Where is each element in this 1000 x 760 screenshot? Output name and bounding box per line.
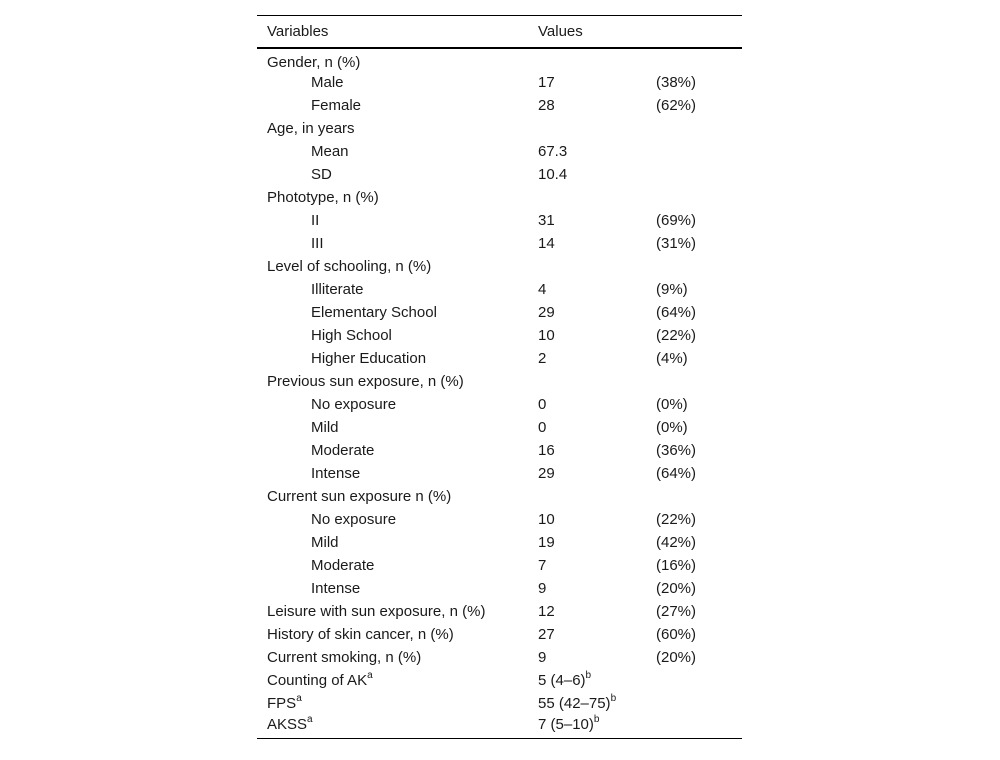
variable-label: Mean [311,143,349,160]
value-cell [528,715,656,738]
percent-cell: (0%) [656,396,688,413]
value-text: 28 [538,97,555,114]
value-cell [528,186,656,209]
table-row [257,485,742,508]
value-text: 67.3 [538,143,568,160]
value-text: 7 (5–10) [538,715,594,733]
value-text: 7 [538,557,547,574]
value-text: 29 [538,465,555,482]
variable-cell [257,209,528,232]
variable-cell [257,117,528,140]
value-text: 4 [538,281,547,298]
variable-cell [257,715,528,738]
variable-label: Illiterate [311,281,364,298]
value-cell [528,669,656,692]
table-row [257,370,742,393]
value-cell [528,324,656,347]
variable-label: Current smoking, n (%) [267,649,422,666]
variable-cell [257,301,528,324]
value-cell [528,646,656,669]
percent-cell: (60%) [656,626,697,643]
value-cell [528,508,656,531]
percent-cell [656,117,742,140]
value-text: 9 [538,649,547,666]
table-row [257,232,742,255]
variable-label: Elementary School [311,304,437,321]
variable-label: Mild [311,534,339,551]
variable-cell [257,554,528,577]
variable-label: Current sun exposure n (%) [267,488,452,505]
value-cell [528,209,656,232]
value-cell [528,692,656,715]
variable-label: Male [311,74,344,91]
variable-label: SD [311,166,332,183]
value-cell [528,163,656,186]
variable-cell [257,485,528,508]
value-cell [528,370,656,393]
percent-cell: (22%) [656,511,697,528]
table-body [257,48,742,738]
variable-cell [257,623,528,646]
table-row [257,278,742,301]
percent-cell [656,485,742,508]
table-row [257,163,742,186]
value-text: 5 (4–6) [538,672,586,689]
variable-label: III [311,235,324,252]
variable-cell [257,370,528,393]
table-row [257,94,742,117]
value-cell [528,278,656,301]
variable-label: FPS [267,695,297,712]
percent-cell: (31%) [656,235,697,252]
variable-cell [257,347,528,370]
footnote-marker: a [367,670,373,681]
variable-label: History of skin cancer, n (%) [267,626,454,643]
percent-cell: (27%) [656,603,697,620]
variable-cell [257,278,528,301]
variable-label: Leisure with sun exposure, n (%) [267,603,486,620]
variable-label: Level of schooling, n (%) [267,258,432,275]
footnote-marker: b [585,670,592,681]
variable-cell [257,692,528,715]
table-row [257,117,742,140]
value-cell [528,301,656,324]
variable-label: Moderate [311,442,375,459]
percent-cell: (22%) [656,327,697,344]
variable-cell [257,531,528,554]
table-row [257,531,742,554]
footnote-marker: a [296,693,302,704]
value-text: 10 [538,511,555,528]
value-cell [528,623,656,646]
variable-label: Counting of AK [267,672,368,689]
percent-cell [656,186,742,209]
variable-cell [257,48,528,71]
table-row [257,508,742,531]
value-cell [528,416,656,439]
value-cell [528,485,656,508]
value-text: 55 (42–75) [538,695,611,712]
table-row [257,600,742,623]
percent-cell [656,140,742,163]
value-text: 29 [538,304,555,321]
value-text: 16 [538,442,555,459]
variable-cell [257,71,528,94]
variable-label: Mild [311,419,339,436]
variable-cell [257,255,528,278]
table-row [257,646,742,669]
percent-cell: (20%) [656,649,697,666]
table-row [257,186,742,209]
value-cell [528,232,656,255]
value-cell [528,117,656,140]
variable-label: Age, in years [267,120,355,137]
variable-label: High School [311,327,392,344]
value-cell [528,531,656,554]
table-row [257,577,742,600]
percent-cell: (62%) [656,97,697,114]
percent-cell [656,370,742,393]
table-header-row [257,16,742,49]
variable-label: No exposure [311,396,397,413]
variable-cell [257,186,528,209]
value-text: 17 [538,74,555,91]
variable-label: Higher Education [311,350,427,367]
value-text: 2 [538,350,547,367]
footnote-marker: b [593,713,600,725]
variable-cell [257,646,528,669]
variable-cell [257,600,528,623]
value-cell [528,393,656,416]
table-row [257,71,742,94]
variable-cell [257,416,528,439]
value-cell [528,554,656,577]
variable-label: Female [311,97,362,114]
value-text: 9 [538,580,547,597]
percent-cell: (64%) [656,465,697,482]
variable-label: No exposure [311,511,397,528]
variable-cell [257,163,528,186]
table-row [257,347,742,370]
percent-cell [656,692,742,715]
percent-cell: (20%) [656,580,697,597]
value-cell [528,71,656,94]
table-row [257,554,742,577]
variable-label: Intense [311,580,361,597]
variable-cell [257,324,528,347]
variable-label: AKSS [267,715,308,733]
variable-cell [257,393,528,416]
value-cell [528,462,656,485]
table-row [257,140,742,163]
percent-cell [656,715,742,738]
value-cell [528,255,656,278]
value-cell [528,577,656,600]
value-text: 10 [538,327,555,344]
table-row [257,209,742,232]
variable-label: Intense [311,465,361,482]
percent-cell: (38%) [656,74,697,91]
table-row [257,416,742,439]
variable-cell [257,232,528,255]
variable-cell [257,462,528,485]
value-text: 31 [538,212,555,229]
value-text: 0 [538,419,547,436]
value-text: 0 [538,396,547,413]
value-text: 19 [538,534,555,551]
percent-cell: (36%) [656,442,697,459]
value-cell [528,439,656,462]
variable-label: Phototype, n (%) [267,189,379,206]
header-variables: Variables [267,23,329,40]
percent-cell: (64%) [656,304,697,321]
percent-cell: (4%) [656,350,688,367]
value-text: 12 [538,603,555,620]
percent-cell [656,163,742,186]
percent-cell: (9%) [656,281,688,298]
table-row [257,48,742,71]
value-cell [528,600,656,623]
percent-cell [656,48,742,71]
variable-label: Gender, n (%) [267,53,361,71]
percent-cell: (69%) [656,212,697,229]
header-percent [656,16,742,49]
value-text: 10.4 [538,166,568,183]
variable-cell [257,508,528,531]
value-cell [528,48,656,71]
percent-cell [656,255,742,278]
table-row [257,669,742,692]
table-row [257,301,742,324]
header-values: Values [538,23,583,40]
value-cell [528,347,656,370]
table-row [257,439,742,462]
variable-label: II [311,212,320,229]
percent-cell: (16%) [656,557,697,574]
characteristics-table-container [257,15,742,739]
table-row [257,715,742,738]
percent-cell: (0%) [656,419,688,436]
value-cell [528,94,656,117]
variable-cell [257,439,528,462]
footnote-marker: b [610,693,617,704]
variable-label: Moderate [311,557,375,574]
table-row [257,692,742,715]
table-row [257,324,742,347]
table-row [257,393,742,416]
table-row [257,255,742,278]
variable-cell [257,140,528,163]
percent-cell [656,669,742,692]
value-cell [528,140,656,163]
table-row [257,623,742,646]
value-text: 27 [538,626,555,643]
characteristics-table [257,15,742,739]
table-row [257,462,742,485]
variable-label: Previous sun exposure, n (%) [267,373,464,390]
value-text: 14 [538,235,555,252]
variable-cell [257,669,528,692]
percent-cell: (42%) [656,534,697,551]
variable-cell [257,94,528,117]
footnote-marker: a [307,713,313,725]
variable-cell [257,577,528,600]
